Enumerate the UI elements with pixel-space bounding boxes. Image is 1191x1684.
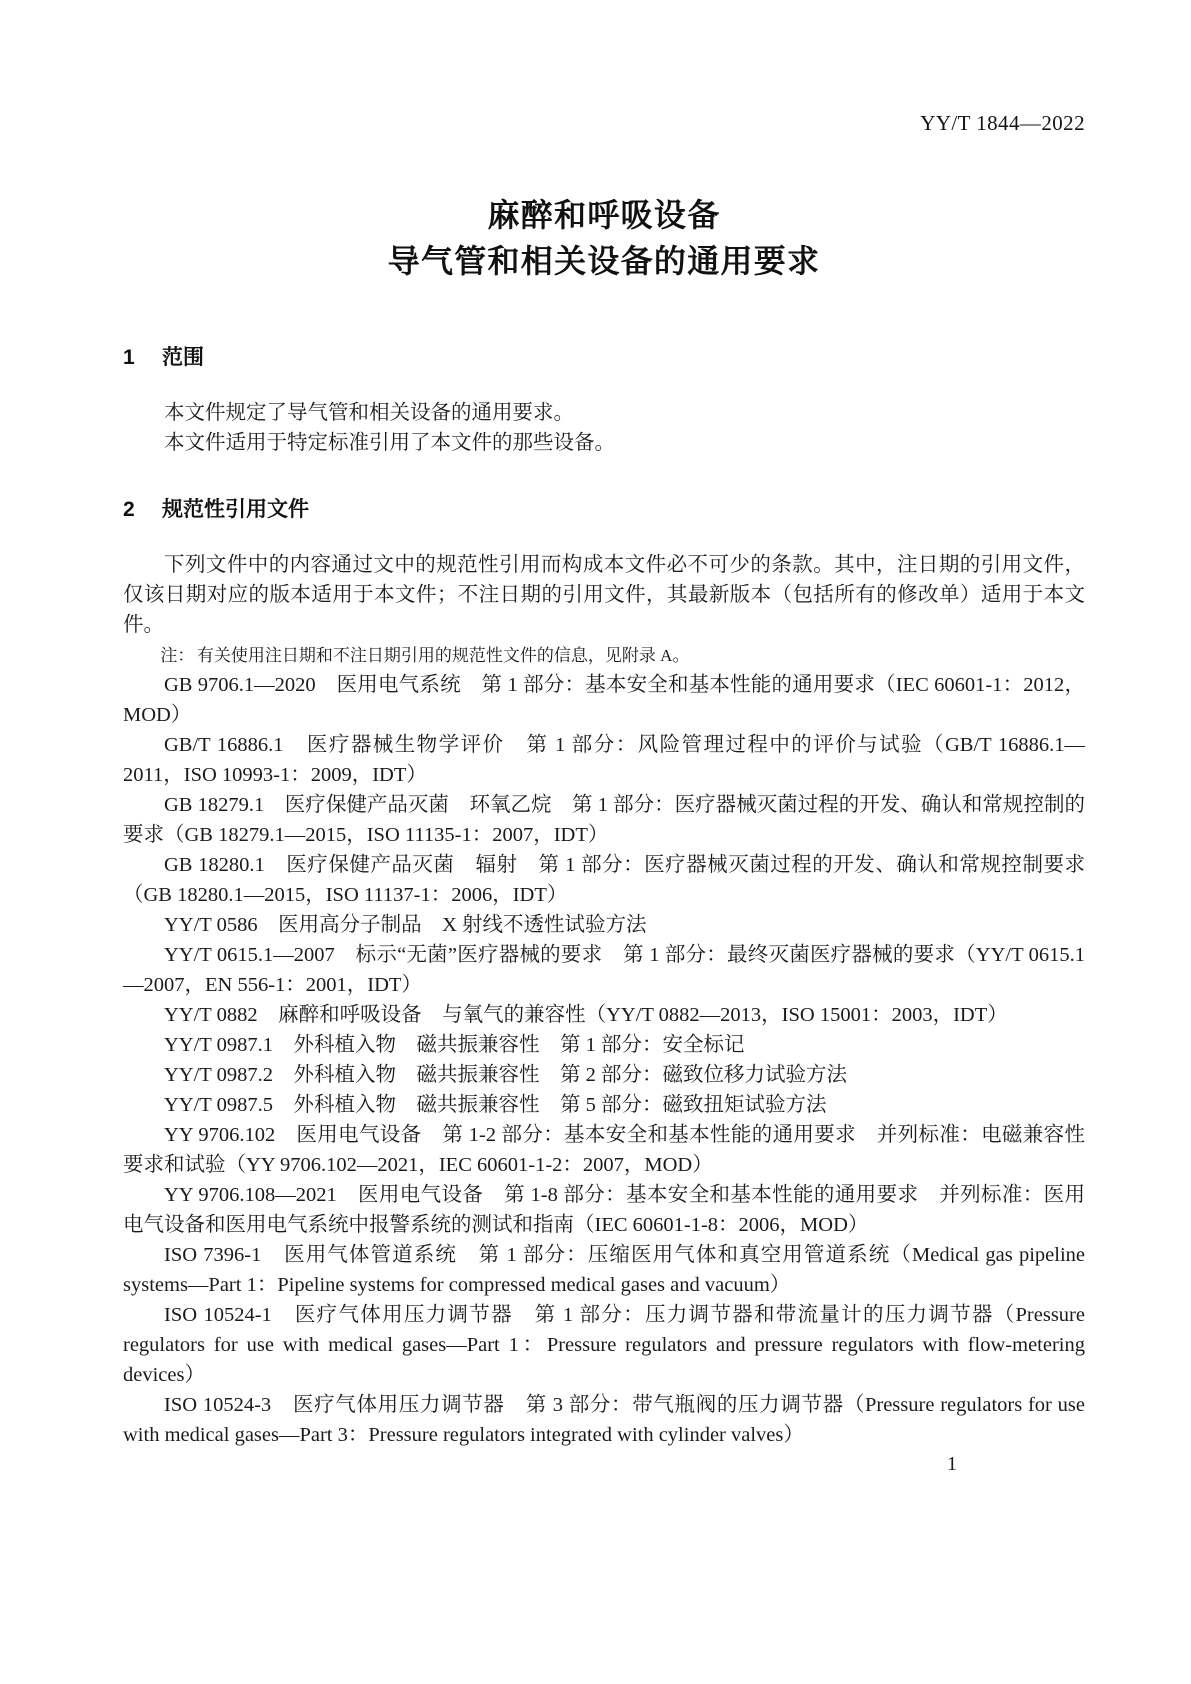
- reference-entry: YY/T 0987.5 外科植入物 磁共振兼容性 第 5 部分：磁致扭矩试验方法: [164, 1094, 827, 1116]
- reference-entry: YY 9706.108—2021 医用电气设备 第 1-8 部分：基本安全和基本性能的通用要求 并列标准：医用电气设备和医用电气系统中报警系统的测试和指南（IEC 60601-1-8：2006，MOD）: [123, 1184, 1085, 1236]
- reference-entry: GB 18280.1 医疗保健产品灭菌 辐射 第 1 部分：医疗器械灭菌过程的开发、确认和常规控制要求（GB 18280.1—2015，ISO 11137-1：2006，IDT）: [123, 854, 1085, 906]
- section-1-title: 范围: [161, 346, 204, 369]
- note-label: 注：: [160, 646, 195, 665]
- reference-list: [123, 670, 1106, 1450]
- note: [123, 642, 1085, 670]
- reference-entry: ISO 10524-3 医疗气体用压力调节器 第 3 部分：带气瓶阀的压力调节器（Pressure regulators for use with medical gases—Part 3：Pressure regulators integrated with cylinder valves）: [123, 1394, 1085, 1446]
- references-intro-paragraph: 下列文件中的内容通过文中的规范性引用而构成本文件必不可少的条款。其中，注日期的引用文件，仅该日期对应的版本适用于本文件；不注日期的引用文件，其最新版本（包括所有的修改单）适用于本文件。: [123, 554, 1085, 636]
- section-scope: [123, 344, 1085, 458]
- reference-entry: ISO 10524-1 医疗气体用压力调节器 第 1 部分：压力调节器和带流量计的压力调节器（Pressure regulators for use with medical gases—Part 1：Pressure regulators and pressure regulators with flow-metering devices）: [123, 1304, 1085, 1386]
- reference-entry: YY 9706.102 医用电气设备 第 1-2 部分：基本安全和基本性能的通用要求 并列标准：电磁兼容性 要求和试验（YY 9706.102—2021，IEC 60601-1-2：2007，MOD）: [123, 1124, 1106, 1176]
- reference-entry: YY/T 0987.2 外科植入物 磁共振兼容性 第 2 部分：磁致位移力试验方法: [164, 1064, 847, 1086]
- title-line-1: 麻醉和呼吸设备: [487, 197, 721, 233]
- references-intro: [123, 550, 1085, 640]
- section-2-number: 2: [123, 498, 135, 521]
- reference-entry: GB/T 16886.1 医疗器械生物学评价 第 1 部分：风险管理过程中的评价与试验（GB/T 16886.1—2011，ISO 10993-1：2009，IDT）: [123, 734, 1085, 786]
- scope-paragraphs: [123, 398, 1085, 458]
- reference-entry: GB 18279.1 医疗保健产品灭菌 环氧乙烷 第 1 部分：医疗器械灭菌过程的开发、确认和常规控制的要求（GB 18279.1—2015，ISO 11135-1：2007，IDT）: [123, 794, 1085, 846]
- document-header: [123, 110, 1085, 136]
- page-footer: [947, 1452, 957, 1476]
- document-title: [123, 192, 1085, 284]
- reference-entry: YY/T 0615.1—2007 标示“无菌”医疗器械的要求 第 1 部分：最终灭菌医疗器械的要求（YY/T 0615.1—2007，EN 556-1：2001，IDT）: [123, 944, 1085, 996]
- section-1-heading: [123, 344, 1085, 372]
- section-1-number: 1: [123, 346, 135, 369]
- section-2-heading: [123, 496, 1085, 524]
- section-normative-references: [123, 496, 1106, 1450]
- reference-entry: GB 9706.1—2020 医用电气系统 第 1 部分：基本安全和基本性能的通用要求（IEC 60601-1：2012，MOD）: [123, 674, 1085, 726]
- note-text: 有关使用注日期和不注日期引用的规范性文件的信息，见附录 A。: [196, 646, 690, 665]
- standard-number: YY/T 1844—2022: [920, 111, 1085, 135]
- scope-paragraph: 本文件规定了导气管和相关设备的通用要求。: [164, 402, 574, 424]
- scope-paragraph: 本文件适用于特定标准引用了本文件的那些设备。: [164, 432, 615, 454]
- reference-entry: ISO 7396-1 医用气体管道系统 第 1 部分：压缩医用气体和真空用管道系统（Medical gas pipeline systems—Part 1：Pipeline systems for compressed medical gases and vacuum）: [123, 1244, 1085, 1296]
- page-number: 1: [947, 1453, 957, 1475]
- reference-entry: YY/T 0586 医用高分子制品 X 射线不透性试验方法: [164, 914, 647, 936]
- title-line-2: 导气管和相关设备的通用要求: [387, 243, 821, 279]
- section-2-title: 规范性引用文件: [161, 498, 309, 521]
- reference-entry: YY/T 0882 麻醉和呼吸设备 与氧气的兼容性（YY/T 0882—2013，ISO 15001：2003，IDT）: [164, 1004, 1008, 1026]
- reference-entry: YY/T 0987.1 外科植入物 磁共振兼容性 第 1 部分：安全标记: [164, 1034, 745, 1056]
